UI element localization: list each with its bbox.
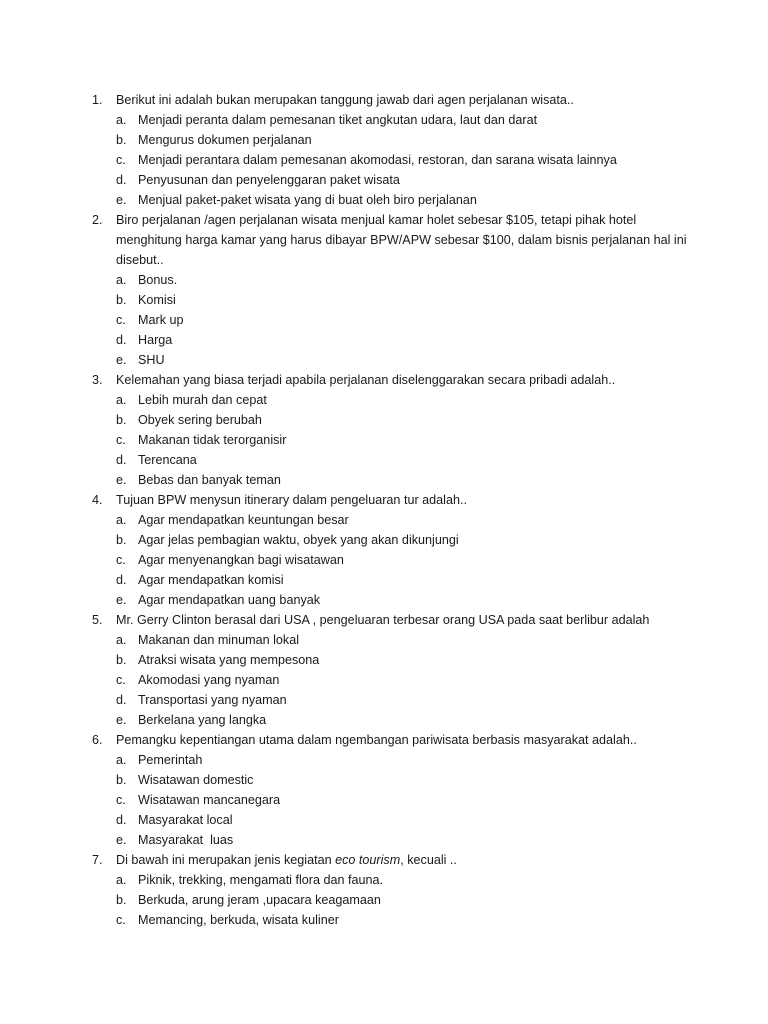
option-text: Agar mendapatkan komisi: [138, 573, 284, 587]
option-text: Harga: [138, 333, 173, 347]
option-text: Piknik, trekking, mengamati flora dan fauna.: [138, 873, 384, 887]
option-item: [92, 590, 692, 610]
question-text-emphasis: eco tourism: [335, 853, 401, 867]
option-item: [92, 170, 692, 190]
option-letter: b.: [116, 293, 127, 307]
option-item: [92, 710, 692, 730]
option-letter: d.: [116, 453, 127, 467]
option-text: Agar menyenangkan bagi wisatawan: [138, 553, 344, 567]
option-item: [92, 110, 692, 130]
option-letter: e.: [116, 193, 127, 207]
option-item: [92, 450, 692, 470]
option-letter: a.: [116, 113, 127, 127]
option-item: [92, 690, 692, 710]
option-text: Atraksi wisata yang mempesona: [138, 653, 320, 667]
option-letter: c.: [116, 153, 126, 167]
option-item: [92, 830, 692, 850]
option-item: [92, 550, 692, 570]
option-text: Menjadi peranta dalam pemesanan tiket angkutan udara, laut dan darat: [138, 113, 538, 127]
question-4: [92, 490, 692, 610]
option-text: SHU: [138, 353, 165, 367]
question-text-part: , kecuali ..: [400, 853, 457, 867]
option-text: Bonus.: [138, 273, 178, 287]
option-letter: c.: [116, 793, 126, 807]
option-letter: e.: [116, 713, 127, 727]
option-letter: a.: [116, 513, 127, 527]
option-item: [92, 790, 692, 810]
question-text: Pemangku kepentiangan utama dalam ngembangan pariwisata berbasis masyarakat adalah..: [116, 733, 637, 747]
option-letter: a.: [116, 633, 127, 647]
option-text: Masyarakat local: [138, 813, 233, 827]
option-item: [92, 750, 692, 770]
option-item: [92, 130, 692, 150]
option-item: [92, 410, 692, 430]
option-item: [92, 430, 692, 450]
option-text: Mengurus dokumen perjalanan: [138, 133, 312, 147]
option-text: Akomodasi yang nyaman: [138, 673, 280, 687]
question-number: 5.: [92, 613, 103, 627]
option-text: Lebih murah dan cepat: [138, 393, 267, 407]
option-letter: b.: [116, 893, 127, 907]
option-letter: c.: [116, 433, 126, 447]
option-item: [92, 470, 692, 490]
option-text: Menjadi perantara dalam pemesanan akomodasi, restoran, dan sarana wisata lainnya: [138, 153, 617, 167]
option-letter: d.: [116, 173, 127, 187]
option-item: [92, 650, 692, 670]
option-text: Wisatawan domestic: [138, 773, 254, 787]
option-text: Menjual paket-paket wisata yang di buat oleh biro perjalanan: [138, 193, 477, 207]
option-letter: a.: [116, 873, 127, 887]
question-text: Biro perjalanan /agen perjalanan wisata menjual kamar holet sebesar $105, tetapi pihak hotel menghitung harga kamar yang harus dibayar BPW/APW sebesar $100, dalam bisnis perjalanan hal ini disebut..: [116, 213, 691, 267]
question-text: [116, 850, 692, 870]
question-number: 4.: [92, 493, 103, 507]
option-text: Transportasi yang nyaman: [138, 693, 287, 707]
option-item: [92, 890, 692, 910]
option-letter: e.: [116, 353, 127, 367]
option-item: [92, 870, 692, 890]
option-letter: b.: [116, 773, 127, 787]
option-text: Komisi: [138, 293, 176, 307]
option-letter: d.: [116, 573, 127, 587]
option-text: Pemerintah: [138, 753, 203, 767]
option-letter: a.: [116, 753, 127, 767]
option-item: [92, 510, 692, 530]
question-number: 6.: [92, 733, 103, 747]
question-list: [92, 90, 692, 930]
option-text: Memancing, berkuda, wisata kuliner: [138, 913, 339, 927]
question-number: 2.: [92, 213, 103, 227]
option-item: [92, 810, 692, 830]
option-item: [92, 310, 692, 330]
option-item: [92, 910, 692, 930]
option-item: [92, 350, 692, 370]
question-2: [92, 210, 692, 370]
question-text: Tujuan BPW menysun itinerary dalam pengeluaran tur adalah..: [116, 493, 467, 507]
question-7: [92, 850, 692, 930]
option-letter: e.: [116, 473, 127, 487]
option-item: [92, 190, 692, 210]
option-letter: b.: [116, 653, 127, 667]
option-letter: c.: [116, 913, 126, 927]
option-letter: a.: [116, 273, 127, 287]
question-number: 7.: [92, 853, 103, 867]
option-text: Obyek sering berubah: [138, 413, 262, 427]
question-number: 1.: [92, 93, 103, 107]
question-6: [92, 730, 692, 850]
option-text: Berkuda, arung jeram ,upacara keagamaan: [138, 893, 381, 907]
option-item: [92, 630, 692, 650]
question-text: Berikut ini adalah bukan merupakan tanggung jawab dari agen perjalanan wisata..: [116, 93, 574, 107]
option-text: Berkelana yang langka: [138, 713, 267, 727]
option-text: Agar mendapatkan keuntungan besar: [138, 513, 349, 527]
option-letter: b.: [116, 133, 127, 147]
option-letter: b.: [116, 533, 127, 547]
option-item: [92, 570, 692, 590]
option-item: [92, 670, 692, 690]
option-text: Mark up: [138, 313, 184, 327]
option-item: [92, 290, 692, 310]
question-3: [92, 370, 692, 490]
option-text: Wisatawan mancanegara: [138, 793, 281, 807]
option-text: Penyusunan dan penyelenggaran paket wisata: [138, 173, 400, 187]
question-5: [92, 610, 692, 730]
option-text: Makanan dan minuman lokal: [138, 633, 300, 647]
option-letter: c.: [116, 313, 126, 327]
option-letter: d.: [116, 333, 127, 347]
option-text: Agar mendapatkan uang banyak: [138, 593, 321, 607]
question-text-part: Di bawah ini merupakan jenis kegiatan: [116, 853, 336, 867]
question-1: [92, 90, 692, 210]
option-letter: c.: [116, 673, 126, 687]
option-item: [92, 390, 692, 410]
option-item: [92, 270, 692, 290]
option-letter: e.: [116, 833, 127, 847]
option-letter: e.: [116, 593, 127, 607]
option-letter: d.: [116, 693, 127, 707]
option-text: Agar jelas pembagian waktu, obyek yang akan dikunjungi: [138, 533, 459, 547]
option-item: [92, 150, 692, 170]
option-letter: d.: [116, 813, 127, 827]
option-text: Bebas dan banyak teman: [138, 473, 281, 487]
option-letter: c.: [116, 553, 126, 567]
option-text: Makanan tidak terorganisir: [138, 433, 287, 447]
option-text: Masyarakat luas: [138, 833, 234, 847]
option-letter: a.: [116, 393, 127, 407]
option-item: [92, 530, 692, 550]
question-text: Kelemahan yang biasa terjadi apabila perjalanan diselenggarakan secara pribadi adalah..: [116, 373, 616, 387]
option-letter: b.: [116, 413, 127, 427]
question-number: 3.: [92, 373, 103, 387]
option-text: Terencana: [138, 453, 197, 467]
option-item: [92, 770, 692, 790]
option-item: [92, 330, 692, 350]
question-text: Mr. Gerry Clinton berasal dari USA , pengeluaran terbesar orang USA pada saat berlibur adalah: [116, 613, 650, 627]
